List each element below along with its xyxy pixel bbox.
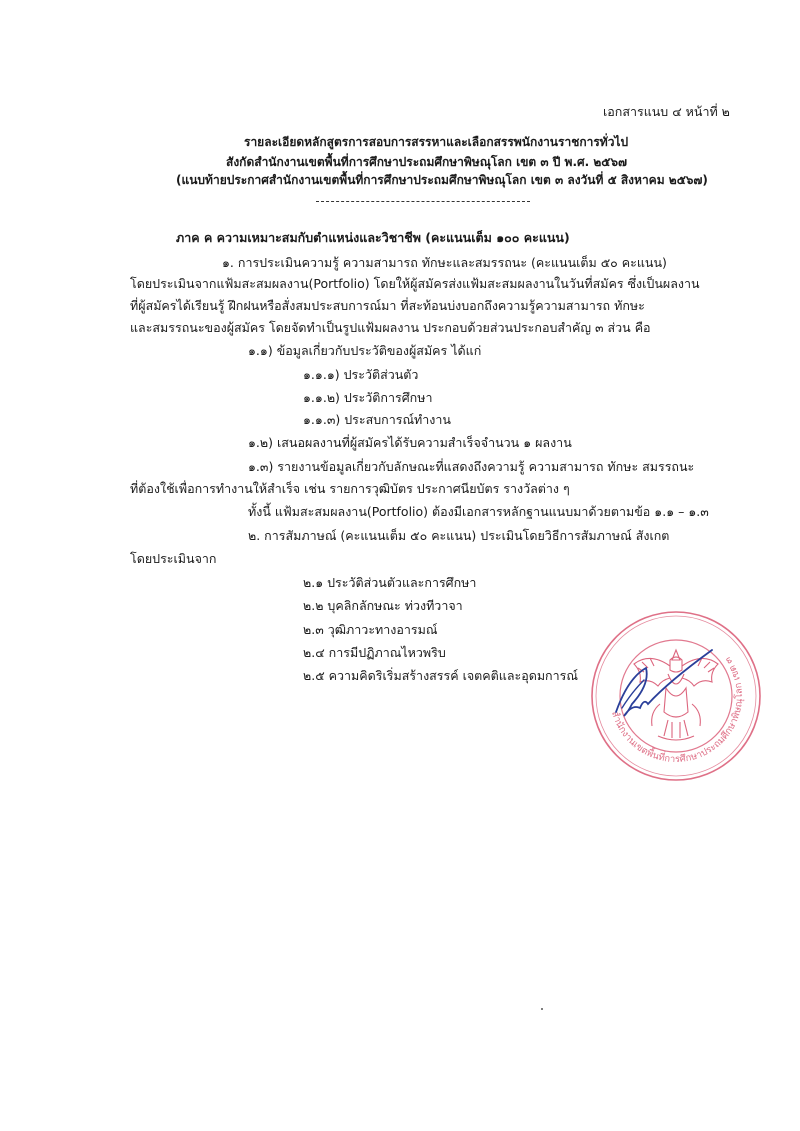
item-1-3-line-2: ที่ต้องใช้เพื่อการทำงานให้สำเร็จ เช่น รายการวุฒิบัตร ประกาศนียบัตร รางวัลต่าง ๆ — [130, 481, 570, 496]
sub-item-1-1-1: ๑.๑.๑) ประวัติส่วนตัว — [303, 367, 419, 382]
portfolio-note: ทั้งนี้ แฟ้มสะสมผลงาน(Portfolio) ต้องมีเอกสารหลักฐานแนบมาด้วยตามข้อ ๑.๑ – ๑.๓ — [248, 504, 709, 519]
item-1-2: ๑.๒) เสนอผลงานที่ผู้สมัครได้รับความสำเร็จจำนวน ๑ ผลงาน — [248, 435, 572, 450]
part2-continuation: โดยประเมินจาก — [130, 551, 217, 566]
item-1-3-line-1: ๑.๓) รายงานข้อมูลเกี่ยวกับลักษณะที่แสดงถึงความรู้ ความสามารถ ทักษะ สมรรถนะ — [248, 459, 695, 474]
sub-item-1-1-2: ๑.๑.๒) ประวัติการศึกษา — [303, 390, 433, 405]
document-title-line-2: สังกัดสำนักงานเขตพื้นที่การศึกษาประถมศึกษาพิษณุโลก เขต ๓ ปี พ.ศ. ๒๕๖๗ — [226, 155, 627, 169]
part2-item-2-1: ๒.๑ ประวัติส่วนตัวและการศึกษา — [303, 575, 477, 590]
section-heading: ภาค ค ความเหมาะสมกับตำแหน่งและวิชาชีพ (คะแนนเต็ม ๑๐๐ คะแนน) — [176, 230, 570, 245]
item-1-1: ๑.๑) ข้อมูลเกี่ยวกับประวัติของผู้สมัคร ได้แก่ — [248, 343, 482, 358]
part1-heading: ๑. การประเมินความรู้ ความสามารถ ทักษะและสมรรถนะ (คะแนนเต็ม ๕๐ คะแนน) — [222, 255, 667, 270]
scan-speck — [541, 1008, 543, 1010]
part2-item-2-3: ๒.๓ วุฒิภาวะทางอารมณ์ — [303, 622, 438, 637]
document-title-line-3: (แนบท้ายประกาศสำนักงานเขตพื้นที่การศึกษาประถมศึกษาพิษณุโลก เขต ๓ ลงวันที่ ๕ สิงหาคม ๒๕๖๗) — [176, 173, 708, 187]
part2-heading: ๒. การสัมภาษณ์ (คะแนนเต็ม ๕๐ คะแนน) ประเมินโดยวิธีการสัมภาษณ์ สังเกต — [248, 528, 670, 543]
part2-item-2-2: ๒.๒ บุคลิกลักษณะ ท่วงทีวาจา — [303, 598, 463, 613]
sub-item-1-1-3: ๑.๑.๓) ประสบการณ์ทำงาน — [303, 412, 451, 427]
part1-body-line-3: และสมรรถนะของผู้สมัคร โดยจัดทำเป็นรูปแฟ้มผลงาน ประกอบด้วยส่วนประกอบสำคัญ ๓ ส่วน คือ — [130, 320, 651, 335]
attachment-page-label: เอกสารแนบ ๔ หน้าที่ ๒ — [603, 104, 730, 119]
seal-ring-text: สำนักงานเขตพื้นที่การศึกษาประถมศึกษาพิษณุโลก เขต ๓ — [609, 654, 746, 766]
part1-body-line-1: โดยประเมินจากแฟ้มสะสมผลงาน(Portfolio) โดยให้ผู้สมัครส่งแฟ้มสะสมผลงานในวันที่สมัคร ซึ่งเป็นผลงาน — [130, 276, 700, 291]
part2-item-2-4: ๒.๔ การมีปฏิภาณไหวพริบ — [303, 645, 446, 660]
separator-rule — [316, 201, 530, 202]
garuda-seal-icon — [588, 608, 764, 784]
part1-body-line-2: ที่ผู้สมัครได้เรียนรู้ ฝึกฝนหรือสั่งสมประสบการณ์มา ที่สะท้อนบ่งบอกถึงความรู้ความสามารถ ทักษะ — [130, 298, 645, 313]
part2-item-2-5: ๒.๕ ความคิดริเริ่มสร้างสรรค์ เจตคติและอุดมการณ์ — [303, 668, 578, 683]
garuda-emblem-icon — [634, 650, 718, 740]
document-title-line-1: รายละเอียดหลักสูตรการสอบการสรรหาและเลือกสรรพนักงานราชการทั่วไป — [244, 135, 629, 149]
